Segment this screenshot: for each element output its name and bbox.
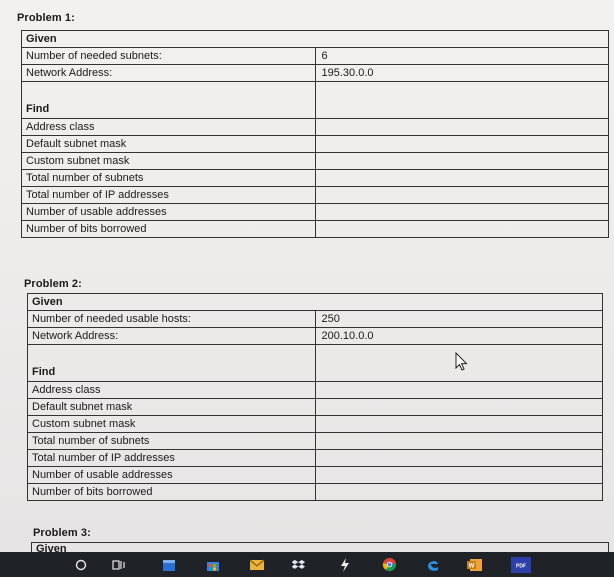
problem-2-table	[27, 293, 603, 501]
find-label-total-subnets: Total number of subnets	[22, 170, 316, 187]
answer-total-subnets[interactable]	[315, 170, 609, 187]
given-value-needed-hosts[interactable]: 250	[315, 311, 603, 328]
find-label-total-ip-addresses: Total number of IP addresses	[28, 450, 316, 467]
problem-3-title: Problem 3:	[33, 527, 91, 539]
word-icon-label: W	[468, 563, 475, 570]
find-label-total-subnets: Total number of subnets	[28, 433, 316, 450]
find-label-address-class: Address class	[22, 119, 316, 136]
find-label-bits-borrowed: Number of bits borrowed	[28, 484, 316, 501]
find-label-bits-borrowed: Number of bits borrowed	[22, 221, 316, 238]
word-icon[interactable]	[466, 556, 484, 573]
find-label-usable-addresses: Number of usable addresses	[22, 204, 316, 221]
find-header-blank	[315, 82, 609, 119]
given-header: Given	[22, 31, 609, 48]
answer-bits-borrowed[interactable]	[315, 221, 609, 238]
edge-icon[interactable]	[424, 556, 442, 573]
answer-usable-addresses[interactable]	[315, 204, 609, 221]
problem-1-title: Problem 1:	[17, 12, 75, 24]
find-label-usable-addresses: Number of usable addresses	[28, 467, 316, 484]
find-header: Find	[22, 82, 316, 119]
answer-custom-subnet-mask[interactable]	[315, 416, 603, 433]
calendar-app-icon[interactable]	[160, 556, 178, 573]
given-value-network-address[interactable]: 200.10.0.0	[315, 328, 603, 345]
mail-icon[interactable]	[248, 556, 266, 573]
task-view-icon[interactable]	[110, 556, 128, 573]
problem-1-table	[21, 30, 609, 238]
given-value-network-address[interactable]: 195.30.0.0	[315, 65, 609, 82]
search-circle-icon[interactable]	[72, 556, 90, 573]
mouse-pointer-icon	[455, 352, 469, 372]
answer-usable-addresses[interactable]	[315, 467, 603, 484]
answer-address-class[interactable]	[315, 382, 603, 399]
chrome-icon[interactable]	[380, 556, 398, 573]
answer-custom-subnet-mask[interactable]	[315, 153, 609, 170]
given-label-network-address: Network Address:	[22, 65, 316, 82]
given-label-needed-subnets: Number of needed subnets:	[22, 48, 316, 65]
find-label-custom-subnet-mask: Custom subnet mask	[28, 416, 316, 433]
pdf-icon-label: PDF	[516, 563, 526, 569]
answer-total-ip-addresses[interactable]	[315, 450, 603, 467]
find-label-total-ip-addresses: Total number of IP addresses	[22, 187, 316, 204]
answer-total-subnets[interactable]	[315, 433, 603, 450]
answer-total-ip-addresses[interactable]	[315, 187, 609, 204]
problem-3-given-row	[31, 542, 609, 552]
taskbar	[0, 552, 614, 577]
answer-default-subnet-mask[interactable]	[315, 136, 609, 153]
given-label-network-address: Network Address:	[28, 328, 316, 345]
find-header: Find	[28, 345, 316, 382]
dropbox-icon[interactable]	[290, 556, 308, 573]
find-label-default-subnet-mask: Default subnet mask	[28, 399, 316, 416]
answer-default-subnet-mask[interactable]	[315, 399, 603, 416]
given-label-needed-hosts: Number of needed usable hosts:	[28, 311, 316, 328]
pdf-icon[interactable]	[510, 556, 532, 573]
problem-2-title: Problem 2:	[24, 278, 82, 290]
given-value-needed-subnets[interactable]: 6	[315, 48, 609, 65]
given-header: Given	[36, 543, 67, 552]
find-label-address-class: Address class	[28, 382, 316, 399]
answer-bits-borrowed[interactable]	[315, 484, 603, 501]
given-header: Given	[28, 294, 603, 311]
answer-address-class[interactable]	[315, 119, 609, 136]
find-label-custom-subnet-mask: Custom subnet mask	[22, 153, 316, 170]
find-label-default-subnet-mask: Default subnet mask	[22, 136, 316, 153]
store-icon[interactable]	[204, 556, 222, 573]
bolt-app-icon[interactable]	[336, 556, 354, 573]
